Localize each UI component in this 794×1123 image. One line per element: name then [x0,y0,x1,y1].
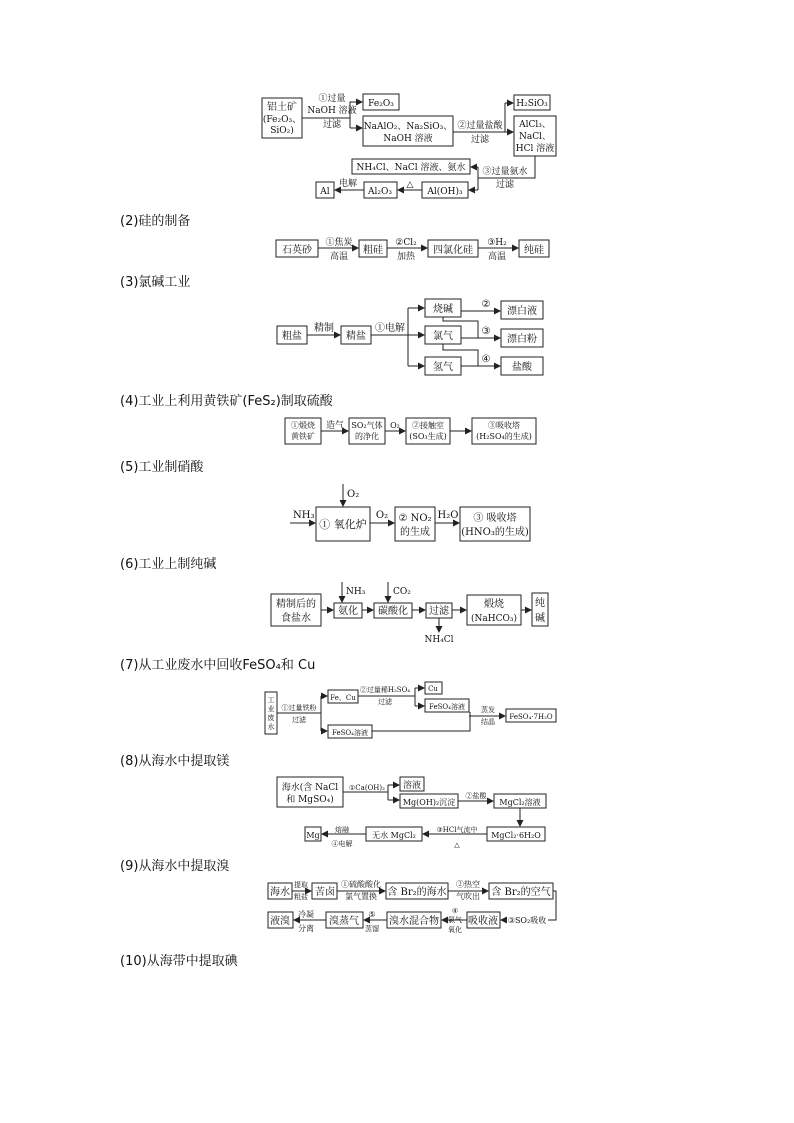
d2-s1-bot: 高温 [329,252,349,262]
d5-a3: H₂O [437,510,459,521]
d2-s3-top: ③H₂ [487,238,507,248]
d6-b6-l1: 纯 [535,598,545,609]
d8-s2: ②盐酸 [465,792,487,800]
d8-sea-l2: 和 MgSO₄) [286,795,334,805]
d6-b5-l1: 煅烧 [484,599,504,610]
d7-b1-c1: 工 [267,696,275,704]
diagram-chlor-alkali [277,299,543,375]
section-title-feso4-cu: (7)从工业废水中回收FeSO₄和 Cu [120,658,316,673]
d2-s2-top: ②Cl₂ [395,238,417,248]
d5-b3-l2: (HNO₃的生成) [461,527,529,538]
d4-a1: 造气 [325,421,345,431]
refine-label: 精制 [314,323,334,334]
d9-sea: 海水 [270,887,290,898]
d5-b1: ① 氧化炉 [319,518,367,531]
d7-s3-l1: 蒸发 [481,706,495,714]
d7-fecu: Fe、Cu [330,694,356,702]
num3: ③ [481,326,491,337]
d9-s3: ③SO₂吸收 [507,916,547,925]
d7-s3-l2: 结晶 [481,718,495,726]
electrolysis-label: ①电解 [375,323,405,334]
section-title-chlor-alkali: (3)氯碱工业 [120,275,191,290]
d6-co2: CO₂ [393,587,411,597]
quartz-label: 石英砂 [282,245,312,256]
d4-b1-l1: ①煅烧 [291,421,315,430]
d6-b2: 氨化 [338,606,358,617]
d1-step1-l1: ①过量 [318,94,346,104]
d9-absorb: 吸收液 [468,916,498,927]
d9-vapor: 溴蒸气 [329,916,359,927]
d9-brine: 苦卤 [315,887,335,898]
num4: ④ [481,354,491,365]
d2-s2-bot: 加热 [396,252,416,262]
d9-s2-l1: ②热空 [456,880,480,889]
d6-b1-l2: 食盐水 [281,613,311,624]
section-title-bromine: (9)从海水中提取溴 [120,859,230,874]
d7-s2-l1: ②过量稀H₂SO₄ [359,686,411,694]
d1-electrolysis: 电解 [338,179,358,189]
d8-mg: Mg [306,831,320,840]
bleach-liquid-label: 漂白液 [507,306,537,317]
d6-b4: 过滤 [429,606,449,617]
diagram-nitric-acid [290,484,530,541]
nh4cl-label: NH₄Cl、NaCl 溶液、氨水 [356,163,466,173]
d9-s1-l2: 氯气置换 [345,892,377,901]
diagram-sulfuric-acid [285,418,536,444]
d8-sol: 溶液 [402,781,422,791]
d7-s1-l2: 过滤 [292,716,306,724]
d9-s4-l2: 氯气 [448,916,462,924]
hcl-label: 盐酸 [512,362,532,373]
d9-mix: 溴水混合物 [389,916,439,927]
d5-b2-l1: ② NO₂ [398,513,432,524]
d1-step1-l3: 过滤 [322,120,342,130]
d9-s4-l1: ④ [451,907,459,915]
d8-mgoh: Mg(OH)₂沉淀 [402,798,456,807]
d2-s1-top: ①焦炭 [325,238,353,248]
d1-step1-l2: NaOH 溶液 [307,106,357,116]
d9-brair: 含 Br₂的空气 [491,887,551,898]
d1-step3-l1: ③过量氨水 [482,167,528,177]
num2: ② [481,299,491,310]
d1-step3-l2: 过滤 [495,180,515,190]
d9-s0-l2: 粗盐 [294,893,308,901]
h2-label: 氢气 [433,362,453,373]
d6-b3: 碳酸化 [378,606,408,617]
diagram-magnesium [277,777,546,849]
alcl3-l2: NaCl、 [518,132,552,142]
fe2o3-label: Fe₂O₃ [368,99,394,109]
d5-a2: O₂ [375,510,389,521]
d2-s3-bot: 高温 [487,252,507,262]
diagram-bromine [268,879,556,934]
d8-sea-l1: 海水(含 NaCl [281,783,339,793]
d4-b4-l2: (H₂SO₄的生成) [476,432,532,441]
d6-nh3: NH₃ [346,587,366,597]
d4-b2-l1: SO₂气体 [351,421,383,430]
d8-s3-l2: △ [454,841,460,849]
d1-step2-l1: ②过量盐酸 [457,121,503,131]
d7-feso4a: FeSO₄溶液 [429,703,465,711]
crude-si-label: 粗硅 [363,245,383,256]
filtrate-l1: NaAlO₂、Na₂SiO₃、 [363,122,453,132]
d9-liquid: 液溴 [270,916,290,927]
cl2-label: 氯气 [433,331,453,342]
d1-heat: △ [406,180,414,190]
d7-feso4b: FeSO₄溶液 [332,729,368,737]
d4-b3-l2: (SO₃生成) [409,432,447,441]
d5-b2-l2: 的生成 [400,527,430,538]
d8-s4-l1: 熔融 [335,826,349,834]
al2o3-label: Al₂O₃ [368,187,392,197]
ore-line3: SiO₂) [270,126,294,136]
bleach-powder-label: 漂白粉 [507,334,537,345]
d8-hydrate: MgCl₂·6H₂O [491,831,541,840]
d8-mgcl2sol: MgCl₂溶液 [499,798,541,807]
d4-b1-l2: 黄铁矿 [291,432,315,441]
d6-b5-l2: (NaHCO₃) [471,614,517,624]
fine-salt-label: 精盐 [346,331,366,342]
d6-nh4cl: NH₄Cl [424,635,454,645]
d9-s5-l1: ⑤ [368,910,376,919]
alcl3-l3: HCl 溶液 [515,144,555,154]
d1-step2-l2: 过滤 [470,135,490,145]
d9-s6-l2: 分离 [298,924,314,933]
d8-s3-l1: ③HCl气流中 [436,826,478,834]
d9-s5-l2: 蒸馏 [365,925,379,933]
section-title-nitric-acid: (5)工业制硝酸 [120,460,204,475]
d6-b6-l2: 碱 [535,613,545,624]
d9-s4-l3: 氧化 [448,926,462,934]
diagram-silicon [276,236,549,262]
al-label: Al [320,187,330,197]
crude-salt-label: 粗盐 [282,331,302,342]
aloh3-label: Al(OH)₃ [427,187,463,197]
ore-line2: (Fe₂O₃、 [262,115,302,125]
diagram-aluminum [262,92,556,198]
alcl3-l1: AlCl₃、 [519,120,551,130]
d7-b1-c4: 水 [267,723,275,731]
d6-b1-l1: 精制后的 [276,599,316,610]
d7-s1-l1: ①过量铁粉 [281,704,317,712]
d9-brwater: 含 Br₂的海水 [387,887,447,898]
section-title-magnesium: (8)从海水中提取镁 [120,754,230,769]
d7-b1-c3: 废 [267,714,275,722]
d7-b1-c2: 业 [267,705,275,713]
d9-s6-l1: 冷凝 [298,910,314,919]
section-title-sulfuric-acid: (4)工业上利用黄铁矿(FeS₂)制取硫酸 [120,394,333,409]
d7-product: FeSO₄·7H₂O [509,713,553,721]
d4-b2-l2: 的净化 [355,432,379,441]
diagram-soda-ash [271,582,548,645]
d4-a2: O₂ [390,421,400,430]
d5-b3-l1: ③ 吸收塔 [473,513,517,524]
d5-o2-top: O₂ [347,489,360,500]
d4-b3-l1: ②接触室 [412,421,444,430]
d4-b4-l1: ③吸收塔 [488,421,520,430]
d5-nh3: NH₃ [293,510,315,521]
diagram-feso4-cu [265,682,556,738]
pure-si-label: 纯硅 [524,245,544,256]
ore-line1: 铝土矿 [267,102,297,113]
d9-s2-l2: 气吹出 [456,892,480,901]
sicl4-label: 四氯化硅 [433,245,473,256]
d7-s2-l2: 过滤 [378,698,392,706]
d7-cu: Cu [428,685,438,693]
h2sio3-label: H₂SiO₃ [516,99,548,109]
d8-s4-l2: ④电解 [331,840,353,848]
section-title-silicon: (2)硅的制备 [120,214,191,229]
naoh-label: 烧碱 [433,304,453,315]
filtrate-l2: NaOH 溶液 [383,134,433,144]
d9-s0-l1: 提取 [294,881,308,889]
d8-s1: ①Ca(OH)₂ [349,784,385,792]
section-title-soda-ash: (6)工业上制纯碱 [120,557,217,572]
section-title-iodine: (10)从海带中提取碘 [120,954,238,969]
d8-anhyd: 无水 MgCl₂ [372,831,416,840]
d9-s1-l1: ①硫酸酸化 [341,880,381,889]
